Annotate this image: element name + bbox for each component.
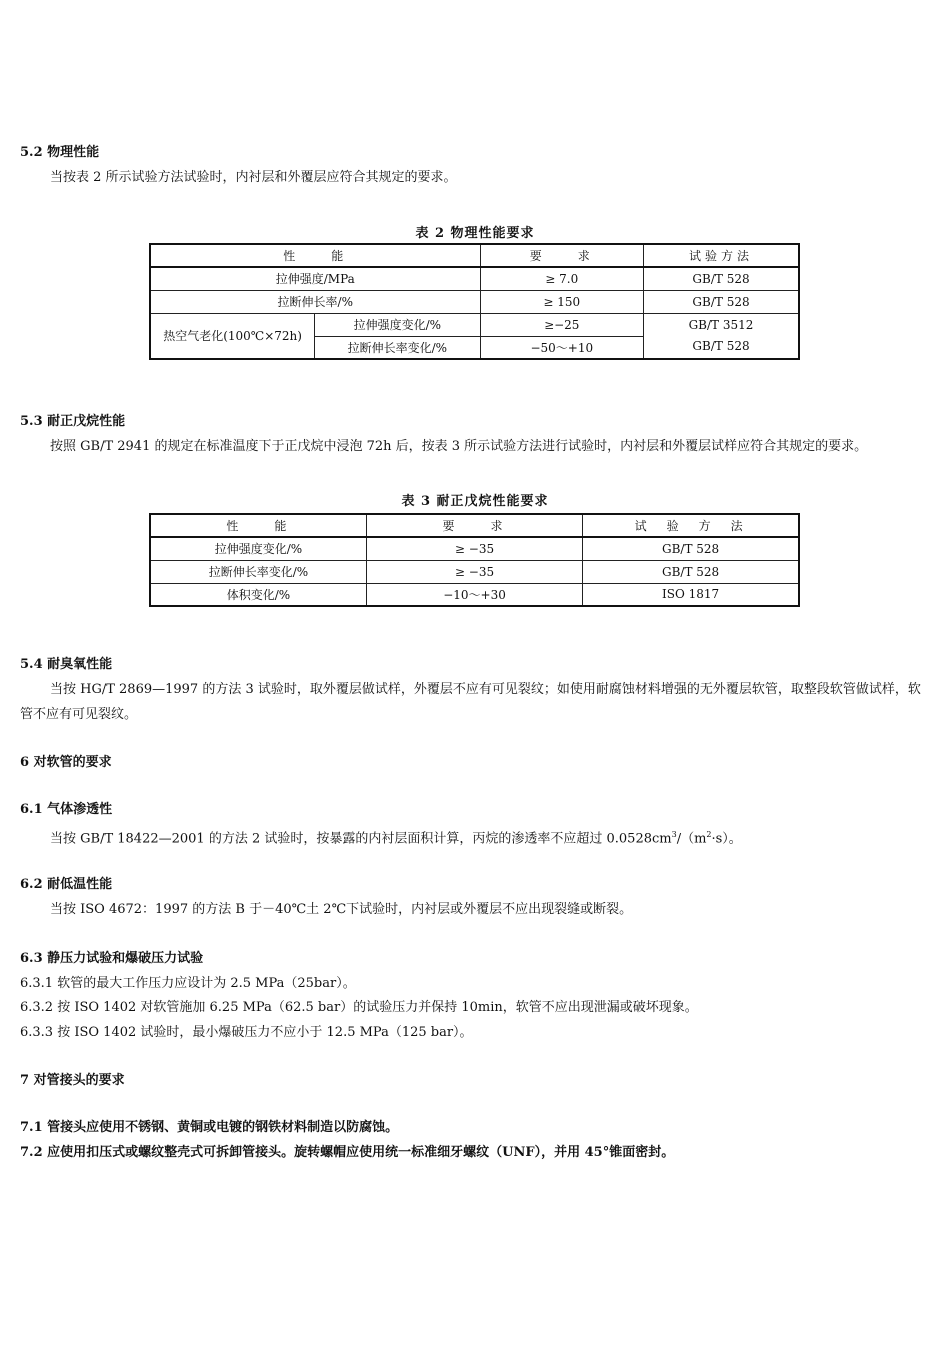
table-3-header-requirement: 要 求 <box>366 514 582 537</box>
table-2-caption: 表 2 物理性能要求 <box>415 226 535 241</box>
section-7-2: 7.2 应使用扣压式或螺纹整壳式可拆卸管接头。旋转螺帽应使用统一标准细牙螺纹（UNF），并用 45°锥面密封。 <box>20 1145 675 1160</box>
table-2-aging-method <box>644 313 799 359</box>
table-3-cell-property: 拉断伸长率变化/% <box>150 560 366 583</box>
section-6-3-3: 6.3.3 按 ISO 1402 试验时，最小爆破压力不应小于 12.5 MPa（125 bar）。 <box>20 1025 473 1040</box>
section-6-1-text-mid: /（m <box>676 831 707 847</box>
table-2-aging-label: 热空气老化(100℃×72h) <box>150 313 315 359</box>
table-3 <box>149 513 800 607</box>
superscript-3: 3 <box>671 830 677 839</box>
table-row <box>150 313 799 336</box>
section-6-3-heading: 6.3 静压力试验和爆破压力试验 <box>20 951 204 966</box>
table-2-cell-requirement: ≥ 150 <box>480 290 644 313</box>
section-6-3-2: 6.3.2 按 ISO 1402 对软管施加 6.25 MPa（62.5 bar）的试验压力并保持 10min，软管不应出现泄漏或破坏现象。 <box>20 1000 698 1015</box>
table-row <box>150 583 799 606</box>
table-2-header-requirement: 要 求 <box>480 244 644 267</box>
table-2-header-property: 性 能 <box>150 244 480 267</box>
table-2-cell-property: 拉伸强度/MPa <box>150 267 480 290</box>
section-6-1-text <box>20 825 930 849</box>
section-6-1-heading: 6.1 气体渗透性 <box>20 802 113 817</box>
table-2-cell-requirement: ≥−25 <box>480 313 644 336</box>
table-2-aging-sub-property: 拉断伸长率变化/% <box>315 336 480 359</box>
table-3-cell-requirement: ≥ −35 <box>366 537 582 560</box>
section-5-4-heading: 5.4 耐臭氧性能 <box>20 657 113 672</box>
section-6-heading: 6 对软管的要求 <box>20 755 112 770</box>
table-2 <box>149 243 800 360</box>
section-6-2-heading: 6.2 耐低温性能 <box>20 877 113 892</box>
table-2-header-row <box>150 244 799 267</box>
table-3-cell-property: 体积变化/% <box>150 583 366 606</box>
table-2-cell-method: GB/T 528 <box>644 267 799 290</box>
section-7-heading: 7 对管接头的要求 <box>20 1073 125 1088</box>
table-2-cell-method: GB/T 528 <box>644 290 799 313</box>
section-6-1-text-pre: 当按 GB/T 18422—2001 的方法 2 试验时，按暴露的内衬层面积计算，丙烷的渗透率不应超过 0.0528cm <box>50 831 672 847</box>
section-7-1: 7.1 管接头应使用不锈钢、黄铜或电镀的钢铁材料制造以防腐蚀。 <box>20 1120 399 1135</box>
section-5-3-heading: 5.3 耐正戊烷性能 <box>20 414 126 429</box>
section-5-3-text: 按照 GB/T 2941 的规定在标准温度下于正戊烷中浸泡 72h 后，按表 3 所示试验方法进行试验时，内衬层和外覆层试样应符合其规定的要求。 <box>50 439 868 454</box>
section-5-2-text: 当按表 2 所示试验方法试验时，内衬层和外覆层应符合其规定的要求。 <box>50 170 457 185</box>
table-3-cell-method: ISO 1817 <box>583 583 799 606</box>
table-3-cell-requirement: −10～+30 <box>366 583 582 606</box>
table-3-cell-method: GB/T 528 <box>583 537 799 560</box>
table-row <box>150 267 799 290</box>
table-3-header-row <box>150 514 799 537</box>
table-3-cell-requirement: ≥ −35 <box>366 560 582 583</box>
table-2-cell-requirement: −50～+10 <box>480 336 644 359</box>
table-2-cell-requirement: ≥ 7.0 <box>480 267 644 290</box>
section-5-2-heading: 5.2 物理性能 <box>20 145 100 160</box>
section-6-1-text-post: ·s）。 <box>711 831 742 847</box>
table-2-aging-method-2: GB/T 528 <box>692 338 750 353</box>
table-row <box>150 290 799 313</box>
table-2-aging-method-1: GB/T 3512 <box>688 317 754 332</box>
table-2-header-method: 试验方法 <box>644 244 799 267</box>
table-row <box>150 560 799 583</box>
table-2-cell-property: 拉断伸长率/% <box>150 290 480 313</box>
superscript-2: 2 <box>706 830 712 839</box>
section-6-2-text: 当按 ISO 4672：1997 的方法 B 于－40℃土 2℃下试验时，内衬层或外覆层不应出现裂缝或断裂。 <box>50 902 633 917</box>
section-6-3-1: 6.3.1 软管的最大工作压力应设计为 2.5 MPa（25bar）。 <box>20 976 356 991</box>
table-2-aging-sub-property: 拉伸强度变化/% <box>315 313 480 336</box>
table-3-cell-method: GB/T 528 <box>583 560 799 583</box>
table-row <box>150 537 799 560</box>
table-3-caption: 表 3 耐正戊烷性能要求 <box>401 494 549 509</box>
table-3-header-method: 试 验 方 法 <box>583 514 799 537</box>
table-3-cell-property: 拉伸强度变化/% <box>150 537 366 560</box>
section-5-4-text: 当按 HG/T 2869—1997 的方法 3 试验时，取外覆层做试样，外覆层不应有可见裂纹；如使用耐腐蚀材料增强的无外覆层软管，取整段软管做试样，软管不应有可见裂纹。 <box>20 682 921 722</box>
table-3-header-property: 性 能 <box>150 514 366 537</box>
